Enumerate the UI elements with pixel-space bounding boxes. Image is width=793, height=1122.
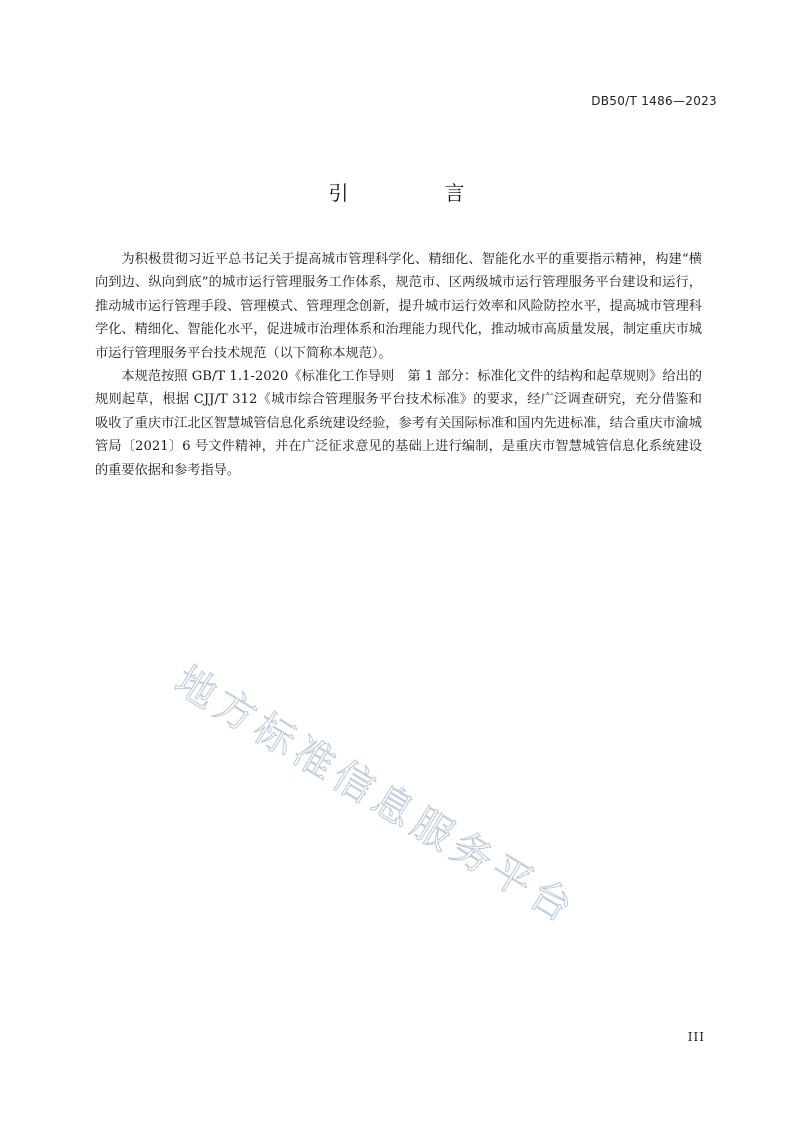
introduction-body	[95, 248, 702, 482]
paragraph-2: 本规范按照 GB/T 1.1-2020《标准化工作导则 第 1 部分：标准化文件的结构和起草规则》给出的规则起草，根据 CJJ/T 312《城市综合管理服务平台技术标准》的要求，经广泛调查研究，充分借鉴和吸收了重庆市江北区智慧城管信息化系统建设经验，参考有关国际标准和国内先进标准，结合重庆市渝城管局〔2021〕6 号文件精神，并在广泛征求意见的基础上进行编制，是重庆市智慧城管信息化系统建设的重要依据和参考指导。	[95, 369, 702, 478]
page-number: III	[687, 1030, 705, 1044]
paragraph-1: 为积极贯彻习近平总书记关于提高城市管理科学化、精细化、智能化水平的重要指示精神，构建“横向到边、纵向到底”的城市运行管理服务工作体系，规范市、区两级城市运行管理服务平台建设和运行，推动城市运行管理手段、管理模式、管理理念创新，提升城市运行效率和风险防控水平，提高城市管理科学化、精细化、智能化水平，促进城市治理体系和治理能力现代化，推动城市高质量发展，制定重庆市城市运行管理服务平台技术规范（以下简称本规范）。	[95, 252, 702, 361]
watermark: 地方标准信息服务平台	[166, 657, 585, 935]
page-title: 引 言	[328, 181, 503, 205]
standard-code: DB50/T 1486—2023	[591, 94, 717, 108]
